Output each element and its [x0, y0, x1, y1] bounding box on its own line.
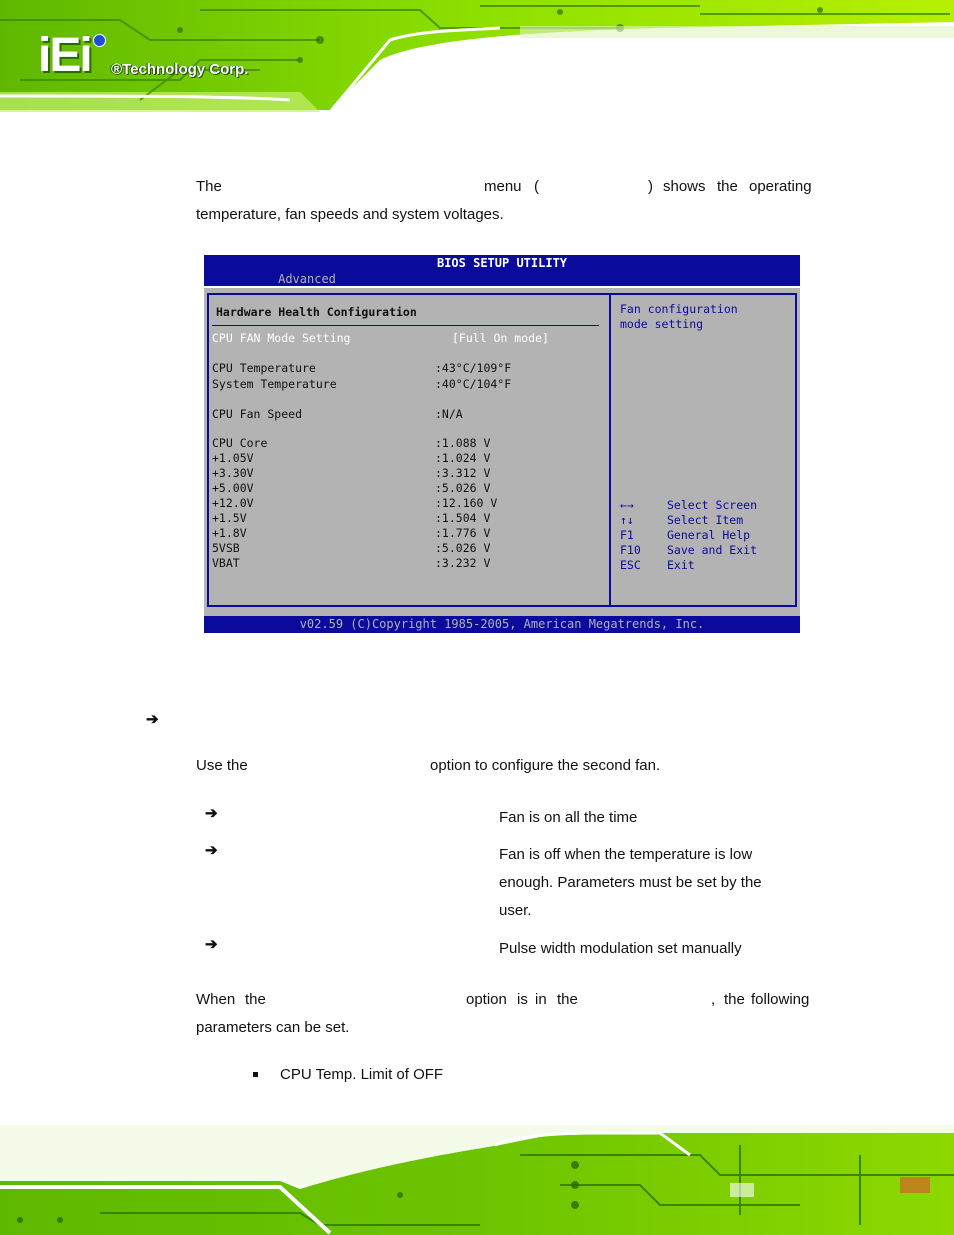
bios-row-value: :43°C/109°F: [435, 361, 512, 375]
bios-key: ←→: [620, 498, 634, 512]
pcb-header-graphic: [0, 0, 954, 112]
bios-row-label: +5.00V: [212, 481, 254, 495]
bios-key: F1: [620, 528, 634, 542]
when-word: option: [466, 991, 507, 1008]
option-description: enough. Parameters must be set by the: [499, 874, 762, 891]
bios-row-label: +12.0V: [212, 496, 254, 510]
intro-paren-close: ): [648, 178, 653, 195]
when-word: When: [196, 991, 236, 1008]
option-description: Fan is off when the temperature is low: [499, 846, 753, 863]
bios-row-value: :1.776 V: [435, 526, 491, 540]
bios-row-label: CPU Fan Speed: [212, 407, 303, 421]
when-word: the: [724, 991, 745, 1008]
option-arrow-icon: ➔: [205, 842, 218, 859]
intro-word-the2: the: [717, 178, 738, 195]
option-description: Fan is on all the time: [499, 809, 638, 826]
bios-fan-mode-value[interactable]: [Full On mode]: [452, 331, 549, 345]
bios-row-value: :3.312 V: [435, 466, 491, 480]
bullet-square-icon: [253, 1072, 258, 1077]
when-word: following: [751, 991, 810, 1008]
section-arrow-icon: ➔: [146, 711, 159, 728]
header-banner: [0, 0, 954, 112]
bios-row-value: :40°C/104°F: [435, 377, 512, 391]
use-line-pre: Use the: [196, 757, 248, 774]
intro-word-shows: shows: [663, 178, 706, 195]
bios-key-action: Exit: [667, 558, 695, 572]
bios-panel-divider: [609, 293, 611, 607]
footer-banner: [0, 1125, 954, 1235]
bios-row-value: :1.024 V: [435, 451, 491, 465]
logo-dot-icon: [93, 34, 106, 47]
when-word: ,: [711, 991, 716, 1008]
bios-row-label: System Temperature: [212, 377, 337, 391]
when-line-2: parameters can be set.: [196, 1019, 350, 1036]
option-description: user.: [499, 902, 532, 919]
bios-key-action: Select Screen: [667, 498, 758, 512]
option-arrow-icon: ➔: [205, 936, 218, 953]
bios-fan-mode-label[interactable]: CPU FAN Mode Setting: [212, 331, 351, 345]
pcb-footer-graphic: [0, 1125, 954, 1235]
bios-key-action: Select Item: [667, 513, 744, 527]
bios-row-label: CPU Core: [212, 436, 268, 450]
bios-key-action: General Help: [667, 528, 751, 542]
bios-row-value: :1.504 V: [435, 511, 491, 525]
bios-row-label: 5VSB: [212, 541, 240, 555]
when-word: the: [557, 991, 578, 1008]
bios-title: BIOS SETUP UTILITY: [204, 255, 800, 272]
bios-row-value: :3.232 V: [435, 556, 491, 570]
logo-tagline: ®Technology Corp.: [111, 61, 249, 78]
bios-row-value: :1.088 V: [435, 436, 491, 450]
bios-row-label: +1.05V: [212, 451, 254, 465]
bios-row-value: :N/A: [435, 407, 463, 421]
bios-key: F10: [620, 543, 641, 557]
intro-line-2: temperature, fan speeds and system voltages.: [196, 206, 504, 223]
when-word: in: [535, 991, 547, 1008]
bios-help-line-2: mode setting: [620, 317, 704, 331]
bios-key: ↑↓: [620, 513, 634, 527]
bios-row-value: :5.026 V: [435, 541, 491, 555]
bios-help-line-1: Fan configuration: [620, 302, 738, 316]
option-description: Pulse width modulation set manually: [499, 940, 742, 957]
intro-word-operating: operating: [749, 178, 812, 195]
bios-row-value: :12.160 V: [435, 496, 498, 510]
bios-tab-underline: [204, 286, 800, 288]
bios-section-underline: [212, 325, 599, 326]
option-arrow-icon: ➔: [205, 805, 218, 822]
bios-screenshot: [204, 255, 800, 633]
bullet-item: CPU Temp. Limit of OFF: [280, 1066, 444, 1083]
when-word: is: [517, 991, 528, 1008]
bios-row-label: +1.8V: [212, 526, 247, 540]
bios-tab-advanced[interactable]: Advanced: [266, 272, 348, 286]
bios-row-label: +1.5V: [212, 511, 247, 525]
bios-footer: v02.59 (C)Copyright 1985-2005, American Megatrends, Inc.: [204, 616, 800, 633]
intro-word-menu: menu: [484, 178, 522, 195]
bios-key: ESC: [620, 558, 641, 572]
when-word: the: [245, 991, 266, 1008]
bios-row-label: +3.30V: [212, 466, 254, 480]
bios-row-label: CPU Temperature: [212, 361, 316, 375]
bios-key-action: Save and Exit: [667, 543, 758, 557]
bios-section-title: Hardware Health Configuration: [216, 305, 417, 319]
bios-row-label: VBAT: [212, 556, 240, 570]
use-line-post: option to configure the second fan.: [430, 757, 661, 774]
intro-paren-open: (: [534, 178, 539, 195]
bios-row-value: :5.026 V: [435, 481, 491, 495]
intro-word-the: The: [196, 178, 222, 195]
logo-letters: iEi: [38, 29, 91, 82]
